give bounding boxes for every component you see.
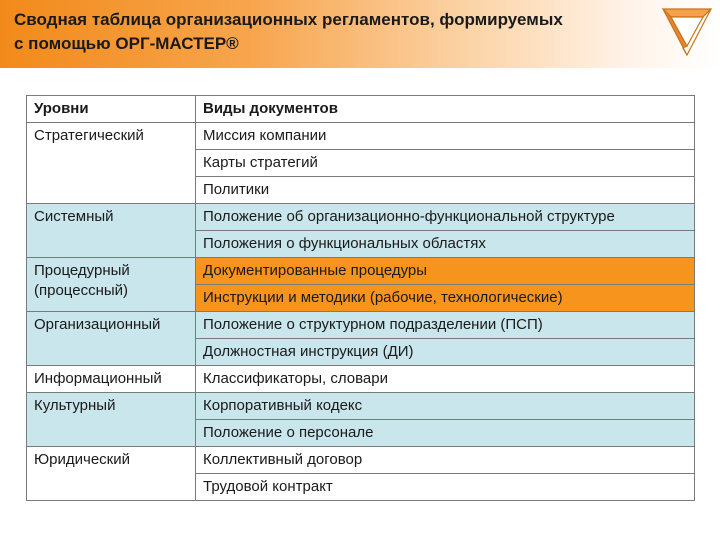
document-cell: Миссия компании <box>196 123 695 150</box>
level-cell: Организационный <box>27 312 196 366</box>
document-cell: Инструкции и методики (рабочие, технологические) <box>196 285 695 312</box>
document-cell: Положения о функциональных областях <box>196 231 695 258</box>
level-cell: Информационный <box>27 366 196 393</box>
level-cell: Процедурный (процессный) <box>27 258 196 312</box>
document-cell: Положение о персонале <box>196 420 695 447</box>
table-row <box>27 393 695 420</box>
table-row <box>27 447 695 474</box>
document-cell: Трудовой контракт <box>196 474 695 501</box>
document-cell: Положение о структурном подразделении (ПСП) <box>196 312 695 339</box>
level-cell: Стратегический <box>27 123 196 204</box>
document-cell: Карты стратегий <box>196 150 695 177</box>
page-title-line-1: Сводная таблица организационных регламентов, формируемых <box>14 10 563 29</box>
table-row <box>27 366 695 393</box>
document-cell: Коллективный договор <box>196 447 695 474</box>
title-banner <box>0 0 720 68</box>
regulations-table <box>26 95 695 501</box>
table-header-row <box>27 96 695 123</box>
document-cell: Документированные процедуры <box>196 258 695 285</box>
column-header-levels: Уровни <box>27 96 196 123</box>
document-cell: Положение об организационно-функциональной структуре <box>196 204 695 231</box>
page-title <box>14 8 563 56</box>
level-cell: Культурный <box>27 393 196 447</box>
level-cell: Юридический <box>27 447 196 501</box>
column-header-documents: Виды документов <box>196 96 695 123</box>
page-title-line-2: с помощью ОРГ-МАСТЕР® <box>14 34 239 53</box>
level-cell: Системный <box>27 204 196 258</box>
document-cell: Корпоративный кодекс <box>196 393 695 420</box>
document-cell: Должностная инструкция (ДИ) <box>196 339 695 366</box>
impossible-triangle-logo-icon <box>660 6 714 58</box>
table-row <box>27 123 695 150</box>
table-row <box>27 258 695 285</box>
document-cell: Политики <box>196 177 695 204</box>
table-row <box>27 312 695 339</box>
table-row <box>27 204 695 231</box>
document-cell: Классификаторы, словари <box>196 366 695 393</box>
